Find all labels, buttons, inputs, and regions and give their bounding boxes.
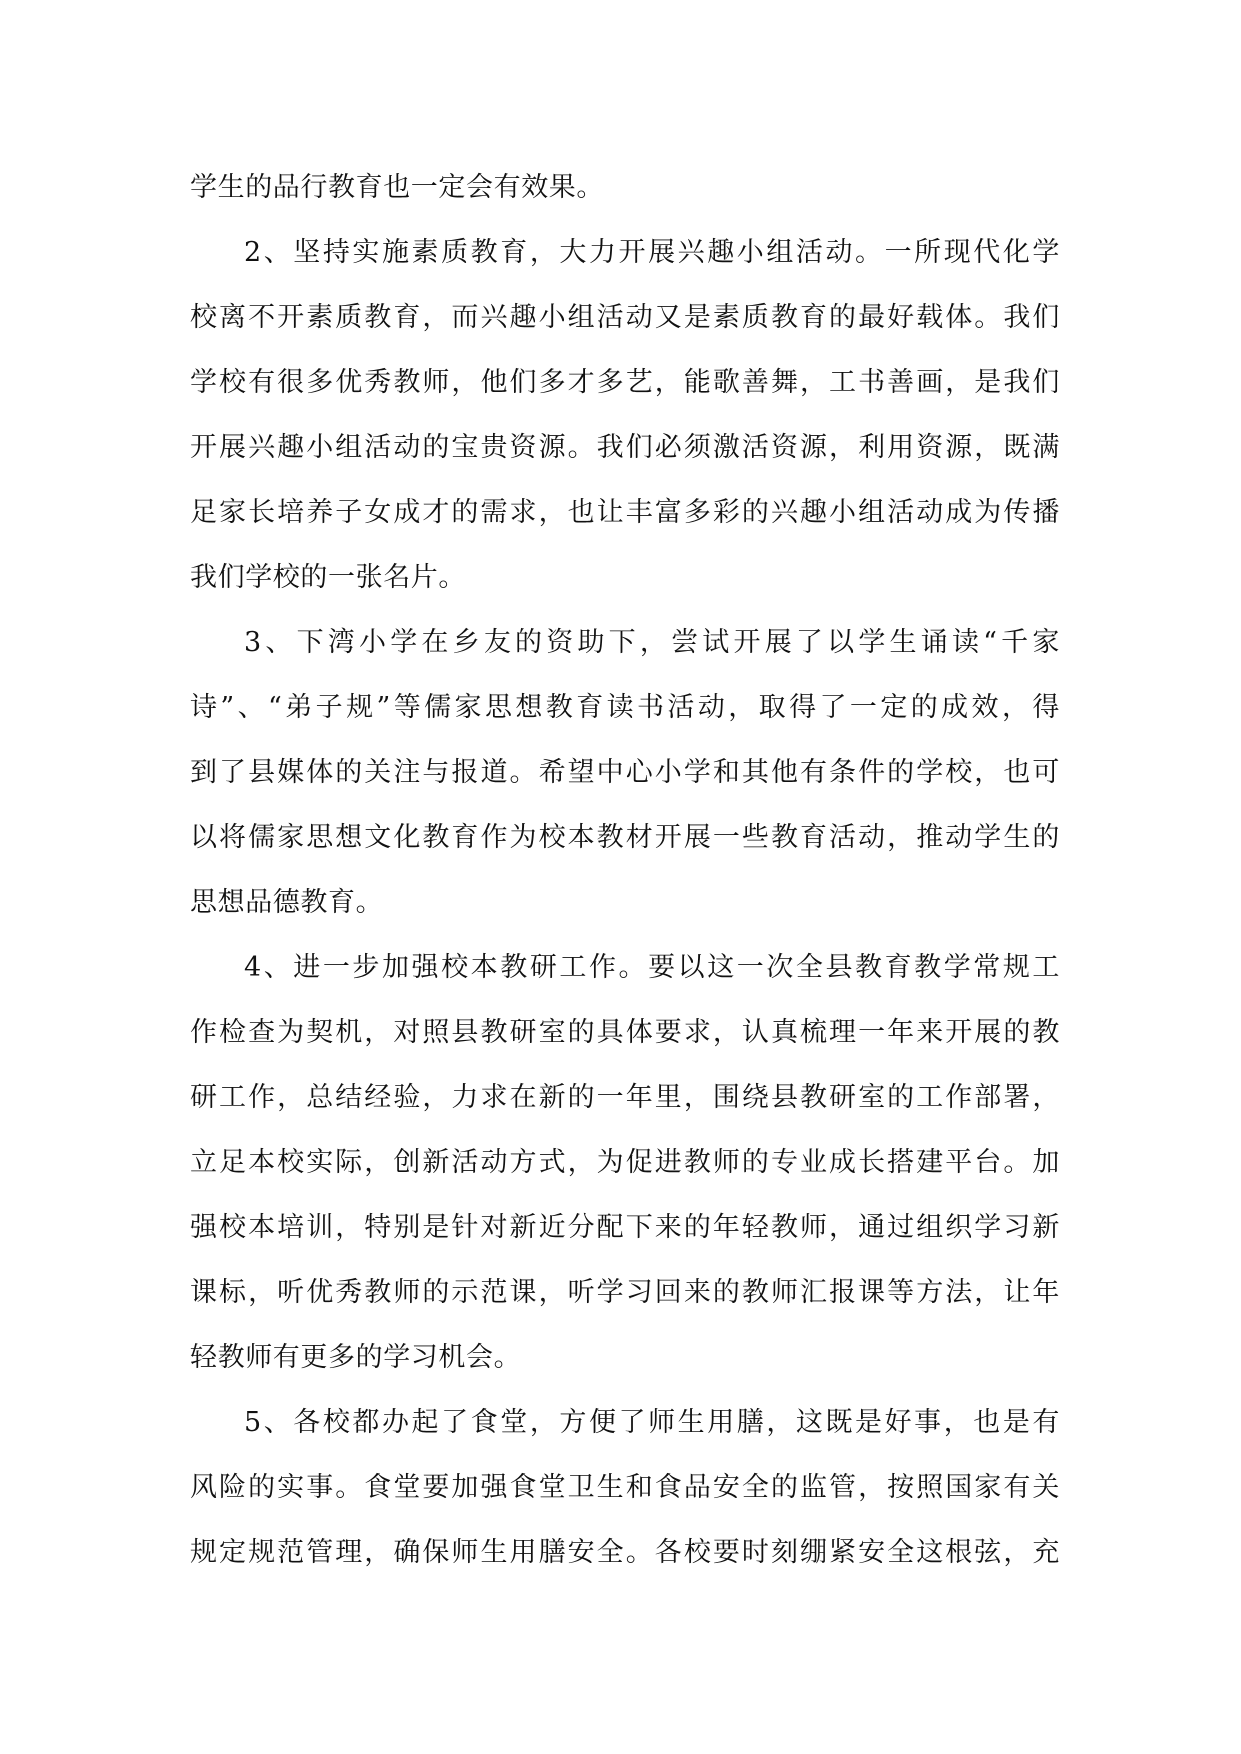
paragraph-line: 研工作，总结经验，力求在新的一年里，围绕县教研室的工作部署， xyxy=(190,1082,1060,1113)
paragraph-line: 校离不开素质教育，而兴趣小组活动又是素质教育的最好载体。我们 xyxy=(190,302,1060,333)
paragraph-line: 轻教师有更多的学习机会。 xyxy=(190,1342,522,1373)
paragraph-line: 学生的品行教育也一定会有效果。 xyxy=(190,172,604,203)
paragraph-line: 思想品德教育。 xyxy=(190,887,384,918)
paragraph-line: 足家长培养子女成才的需求，也让丰富多彩的兴趣小组活动成为传播 xyxy=(190,497,1060,528)
paragraph-line: 风险的实事。食堂要加强食堂卫生和食品安全的监管，按照国家有关 xyxy=(190,1472,1060,1503)
paragraph-line: 学校有很多优秀教师，他们多才多艺，能歌善舞，工书善画，是我们 xyxy=(190,367,1060,398)
paragraph-line: 2、坚持实施素质教育，大力开展兴趣小组活动。一所现代化学 xyxy=(244,237,1060,268)
paragraph-line: 5、各校都办起了食堂，方便了师生用膳，这既是好事，也是有 xyxy=(244,1407,1060,1438)
paragraph-line: 4、进一步加强校本教研工作。要以这一次全县教育教学常规工 xyxy=(244,952,1060,983)
body-text xyxy=(190,155,1060,1585)
paragraph-line: 以将儒家思想文化教育作为校本教材开展一些教育活动，推动学生的 xyxy=(190,822,1060,853)
paragraph-line: 开展兴趣小组活动的宝贵资源。我们必须激活资源，利用资源，既满 xyxy=(190,432,1060,463)
paragraph-line: 课标，听优秀教师的示范课，听学习回来的教师汇报课等方法，让年 xyxy=(190,1277,1060,1308)
paragraph-line: 规定规范管理，确保师生用膳安全。各校要时刻绷紧安全这根弦，充 xyxy=(190,1537,1060,1568)
paragraph-line: 作检查为契机，对照县教研室的具体要求，认真梳理一年来开展的教 xyxy=(190,1017,1060,1048)
paragraph-line: 3、下湾小学在乡友的资助下，尝试开展了以学生诵读“千家 xyxy=(244,627,1060,658)
paragraph-line: 到了县媒体的关注与报道。希望中心小学和其他有条件的学校，也可 xyxy=(190,757,1060,788)
paragraph-line: 立足本校实际，创新活动方式，为促进教师的专业成长搭建平台。加 xyxy=(190,1147,1060,1178)
paragraph-line: 强校本培训，特别是针对新近分配下来的年轻教师，通过组织学习新 xyxy=(190,1212,1060,1243)
paragraph-line: 我们学校的一张名片。 xyxy=(190,562,466,593)
paragraph-line: 诗”、“弟子规”等儒家思想教育读书活动，取得了一定的成效，得 xyxy=(190,692,1060,723)
